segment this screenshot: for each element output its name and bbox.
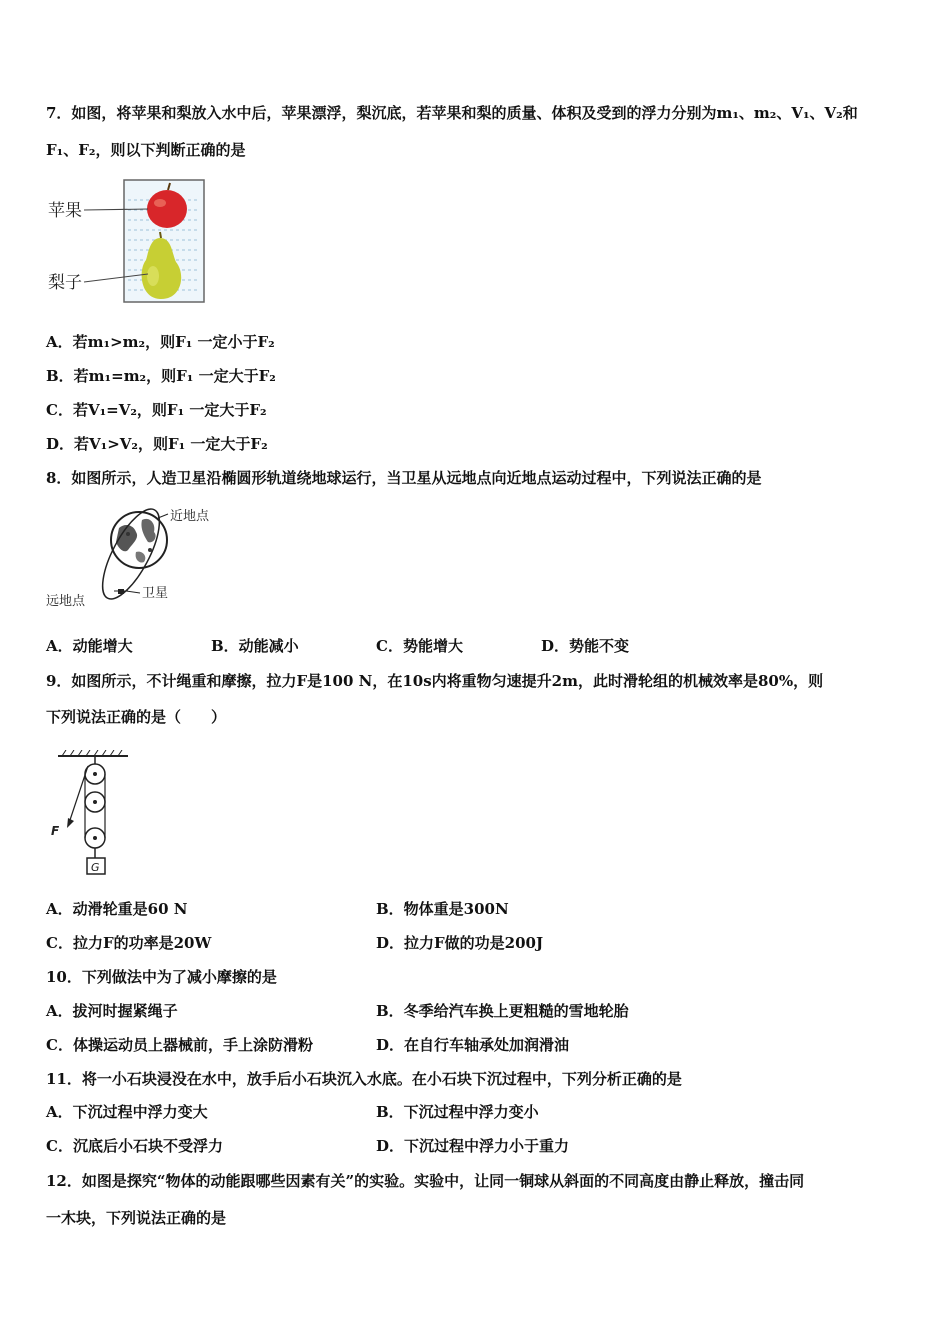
force-label: F: [51, 824, 60, 838]
apogee-label: 远地点: [46, 594, 86, 609]
q7-option-a[interactable]: A．若m₁>m₂，则F₁ 一定小于F₂: [46, 333, 275, 351]
q8-option-d[interactable]: D．势能不变: [541, 637, 630, 655]
q9-stem-line2: 下列说法正确的是（ ）: [46, 708, 227, 726]
q8-figure-satellite-orbit: [44, 504, 234, 614]
q9-option-a[interactable]: A．动滑轮重是60 N: [46, 900, 188, 918]
q7-option-d[interactable]: D．若V₁>V₂，则F₁ 一定大于F₂: [46, 435, 268, 453]
satellite-icon: [114, 589, 128, 594]
pear-label: 梨子: [48, 273, 82, 293]
satellite-label: 卫星: [142, 586, 169, 601]
q8-option-a[interactable]: A．动能增大: [46, 637, 133, 655]
q11-option-c[interactable]: C．沉底后小石块不受浮力: [46, 1137, 223, 1155]
q12-stem-line2: 一木块，下列说法正确的是: [46, 1209, 227, 1227]
q10-stem: 10．下列做法中为了减小摩擦的是: [46, 968, 277, 986]
q10-option-a[interactable]: A．拔河时握紧绳子: [46, 1002, 178, 1020]
q10-option-d[interactable]: D．在自行车轴承处加润滑油: [376, 1036, 570, 1054]
q11-option-d[interactable]: D．下沉过程中浮力小于重力: [376, 1137, 570, 1155]
q9-figure-pulley: [48, 750, 132, 880]
weight-label: G: [91, 861, 100, 874]
q11-stem: 11．将一小石块浸没在水中，放手后小石块沉入水底。在小石块下沉过程中，下列分析正确的是: [46, 1070, 682, 1088]
apple-label: 苹果: [48, 201, 82, 221]
q7-option-b[interactable]: B．若m₁=m₂，则F₁ 一定大于F₂: [46, 367, 276, 385]
perigee-label: 近地点: [170, 509, 210, 524]
q9-option-b[interactable]: B．物体重是300N: [376, 900, 509, 918]
q8-stem: 8．如图所示，人造卫星沿椭圆形轨道绕地球运行，当卫星从远地点向近地点运动过程中，下列说法正确的是: [46, 469, 762, 487]
q8-option-b[interactable]: B．动能减小: [211, 637, 299, 655]
q7-stem-line2: F₁、F₂，则以下判断正确的是: [46, 141, 246, 159]
earth-icon: [111, 512, 167, 568]
q11-option-a[interactable]: A．下沉过程中浮力变大: [46, 1103, 208, 1121]
q12-stem-line1: 12．如图是探究“物体的动能跟哪些因素有关”的实验。实验中，让同一铜球从斜面的不同高度由静止释放，撞击同: [46, 1172, 805, 1190]
q10-option-b[interactable]: B．冬季给汽车换上更粗糙的雪地轮胎: [376, 1002, 629, 1020]
q10-option-c[interactable]: C．体操运动员上器械前，手上涂防滑粉: [46, 1036, 313, 1054]
q9-option-c[interactable]: C．拉力F的功率是20W: [46, 934, 212, 952]
q8-option-c[interactable]: C．势能增大: [376, 637, 463, 655]
q11-option-b[interactable]: B．下沉过程中浮力变小: [376, 1103, 539, 1121]
q9-stem-line1: 9．如图所示，不计绳重和摩擦，拉力F是100 N，在10s内将重物匀速提升2m，此时滑轮组的机械效率是80%，则: [46, 672, 824, 690]
q7-option-c[interactable]: C．若V₁=V₂，则F₁ 一定大于F₂: [46, 401, 267, 419]
q9-option-d[interactable]: D．拉力F做的功是200J: [376, 934, 544, 952]
q7-stem-line1: 7．如图，将苹果和梨放入水中后，苹果漂浮，梨沉底，若苹果和梨的质量、体积及受到的浮力分别为m₁、m₂、V₁、V₂和: [46, 104, 858, 122]
q7-figure-apple-pear: [44, 178, 216, 306]
